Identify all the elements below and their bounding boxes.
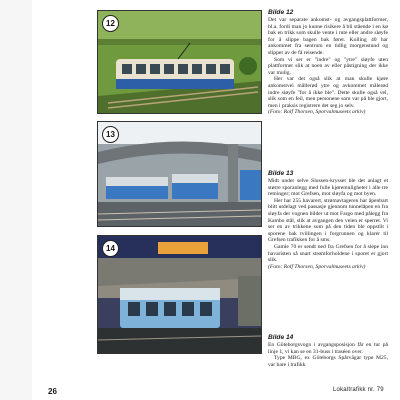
- caption-paragraph: Som vi ser er "indre" og "ytre" sløyfe uten plattformer slik at noen av eller påstigning der ikke var mulig.: [268, 56, 388, 76]
- photo-number-badge: 14: [102, 240, 119, 257]
- photo-number-badge: 13: [102, 126, 119, 143]
- caption-paragraph: Her var det også slik at man skulle kjøre ankomstvei mållerød ytre og avkommet målerød indre sløyfe "for å ikke ble". Dette skulle også vel, slik som en feil, men personene som var på ble gjort, men i praksis registrere det seg jo selv.: [268, 76, 388, 109]
- photo-12: [97, 10, 262, 114]
- caption-paragraph: Her har 255 havarert, strømavtageren har åpenbart blitt utdelagt ved passasje gjennom tunnelåpen en fra sløyfa der vognen bilder ut mot Fargo med pålegg fra Kambo stål, slik at avgangen den veien er sperret. Vi ser en av trikkene som på den tiden ble oppstilt i sporene bak tvillingen i forgrunnen og klarer til Grefsen trafikken for å sms.: [268, 197, 388, 244]
- caption-paragraph: Gamle 70 er sendt ned fra Grefsen for å slepe inn havaristen så snart strømforholdene i sporet er gjort slik.: [268, 243, 388, 264]
- caption-paragraph: En Göteborgsvogn i avgangsposisjon får en tur på linje 1, vi kan se en 31-buss i traséen over.: [268, 342, 388, 355]
- caption-photo-14: [268, 334, 388, 368]
- page-number: 26: [48, 387, 57, 396]
- photo-13-image: [98, 122, 261, 226]
- magazine-issue: Lokaltrafikk nr. 79: [333, 387, 384, 393]
- caption-paragraph: Det var separate ankomst- og avgangsplattformer, bl.a. fordi man jo kunne risikere å bli stående i en kø bak en trikk som skulle vente i rute eller andre sløyfe for å slippe bagen bak fører. Kolling 40 har ankommet fra sentrum en tidlig morgenstund og slipper av de få reisende.: [268, 17, 388, 56]
- caption-paragraph: Midt under selve Slussen-krysset ble det anlagt et større sporanlegg med fulle kjøremuligheter i alle tre retninger; mot Grefsen, mot sløyfa og mot byen.: [268, 178, 388, 198]
- photo-13: [97, 121, 262, 227]
- caption-title: Bilde 12: [268, 9, 294, 16]
- caption-paragraph: Type MBG, ex Göteborgs Spårvägar type M25, var bare i trafikk: [268, 355, 388, 368]
- photo-14: [97, 235, 262, 354]
- photo-credit: (Foto: Rolf Thorsen, Sporvalmuseets arkiv): [268, 109, 366, 116]
- caption-title: Bilde 13: [268, 170, 294, 177]
- photo-number-badge: 12: [102, 15, 119, 32]
- photo-14-image: [98, 236, 261, 353]
- caption-title: Bilde 14: [268, 334, 294, 341]
- page-margin: [0, 0, 32, 400]
- photo-credit: (Foto: Rolf Thorsen, Sporvalmuseets arkiv): [268, 263, 366, 270]
- photo-12-image: [98, 11, 261, 113]
- caption-photo-12: [268, 9, 388, 116]
- caption-photo-13: [268, 170, 388, 270]
